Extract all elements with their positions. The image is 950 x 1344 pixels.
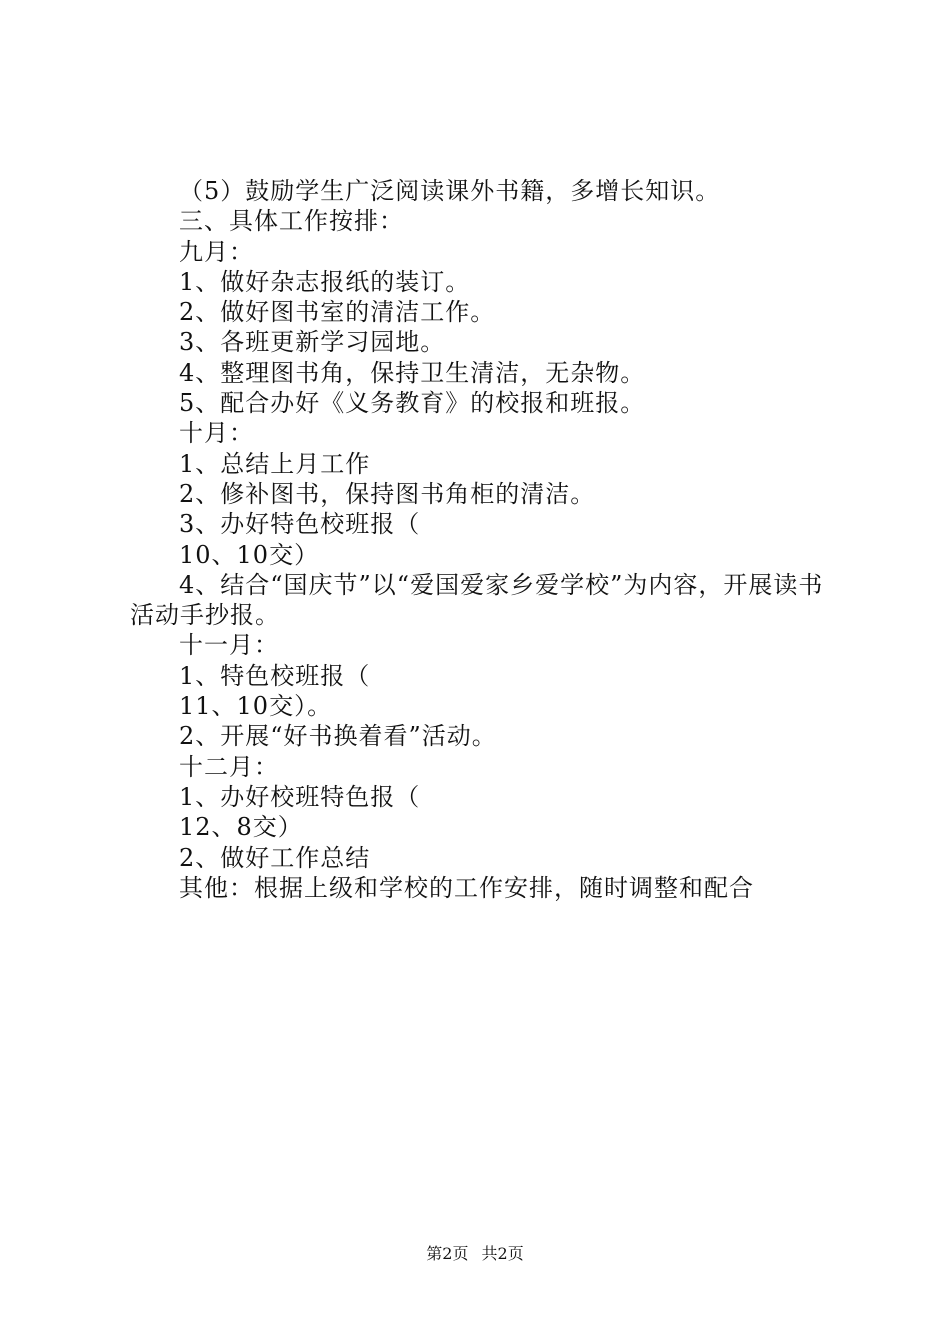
- month-heading-november: 十一月：: [179, 631, 279, 660]
- list-item: 3、各班更新学习园地。: [179, 328, 446, 357]
- month-heading-october: 十月：: [179, 419, 254, 448]
- list-item: 1、办好校班特色报（: [179, 782, 421, 811]
- list-item: 2、修补图书，保持图书角柜的清洁。: [179, 479, 596, 508]
- month-heading-december: 十二月：: [179, 752, 279, 781]
- page-footer: [0, 1244, 950, 1264]
- list-item-continuation: 12、8交）: [179, 813, 303, 842]
- list-item: 2、开展“好书换着看”活动。: [179, 722, 497, 751]
- list-item: 3、办好特色校班报（: [179, 510, 421, 539]
- list-item: 2、做好工作总结: [179, 843, 371, 872]
- list-item-continuation: 11、10交）。: [179, 692, 333, 721]
- month-heading-september: 九月：: [179, 237, 254, 266]
- document-body: [130, 176, 840, 903]
- section-heading: 三、具体工作按排：: [179, 207, 404, 236]
- list-item-continuation: 10、10交）: [179, 540, 320, 569]
- list-item: 2、做好图书室的清洁工作。: [179, 298, 496, 327]
- closing-note: 其他：根据上级和学校的工作安排，随时调整和配合: [179, 873, 754, 902]
- list-item: 1、特色校班报（: [179, 661, 371, 690]
- list-item-wrapped: 4、结合“国庆节”以“爱国爱家乡爱学校”为内容，开展读书活动手抄报。: [130, 570, 824, 630]
- list-item: 1、做好杂志报纸的装订。: [179, 267, 471, 296]
- page-total: 共2页: [481, 1244, 524, 1263]
- list-item: 5、配合办好《义务教育》的校报和班报。: [179, 389, 646, 418]
- page-number: 第2页: [426, 1244, 469, 1263]
- paragraph-line: （5）鼓励学生广泛阅读课外书籍，多增长知识。: [179, 177, 721, 205]
- list-item: 1、总结上月工作: [179, 449, 371, 478]
- list-item: 4、整理图书角，保持卫生清洁，无杂物。: [179, 358, 646, 387]
